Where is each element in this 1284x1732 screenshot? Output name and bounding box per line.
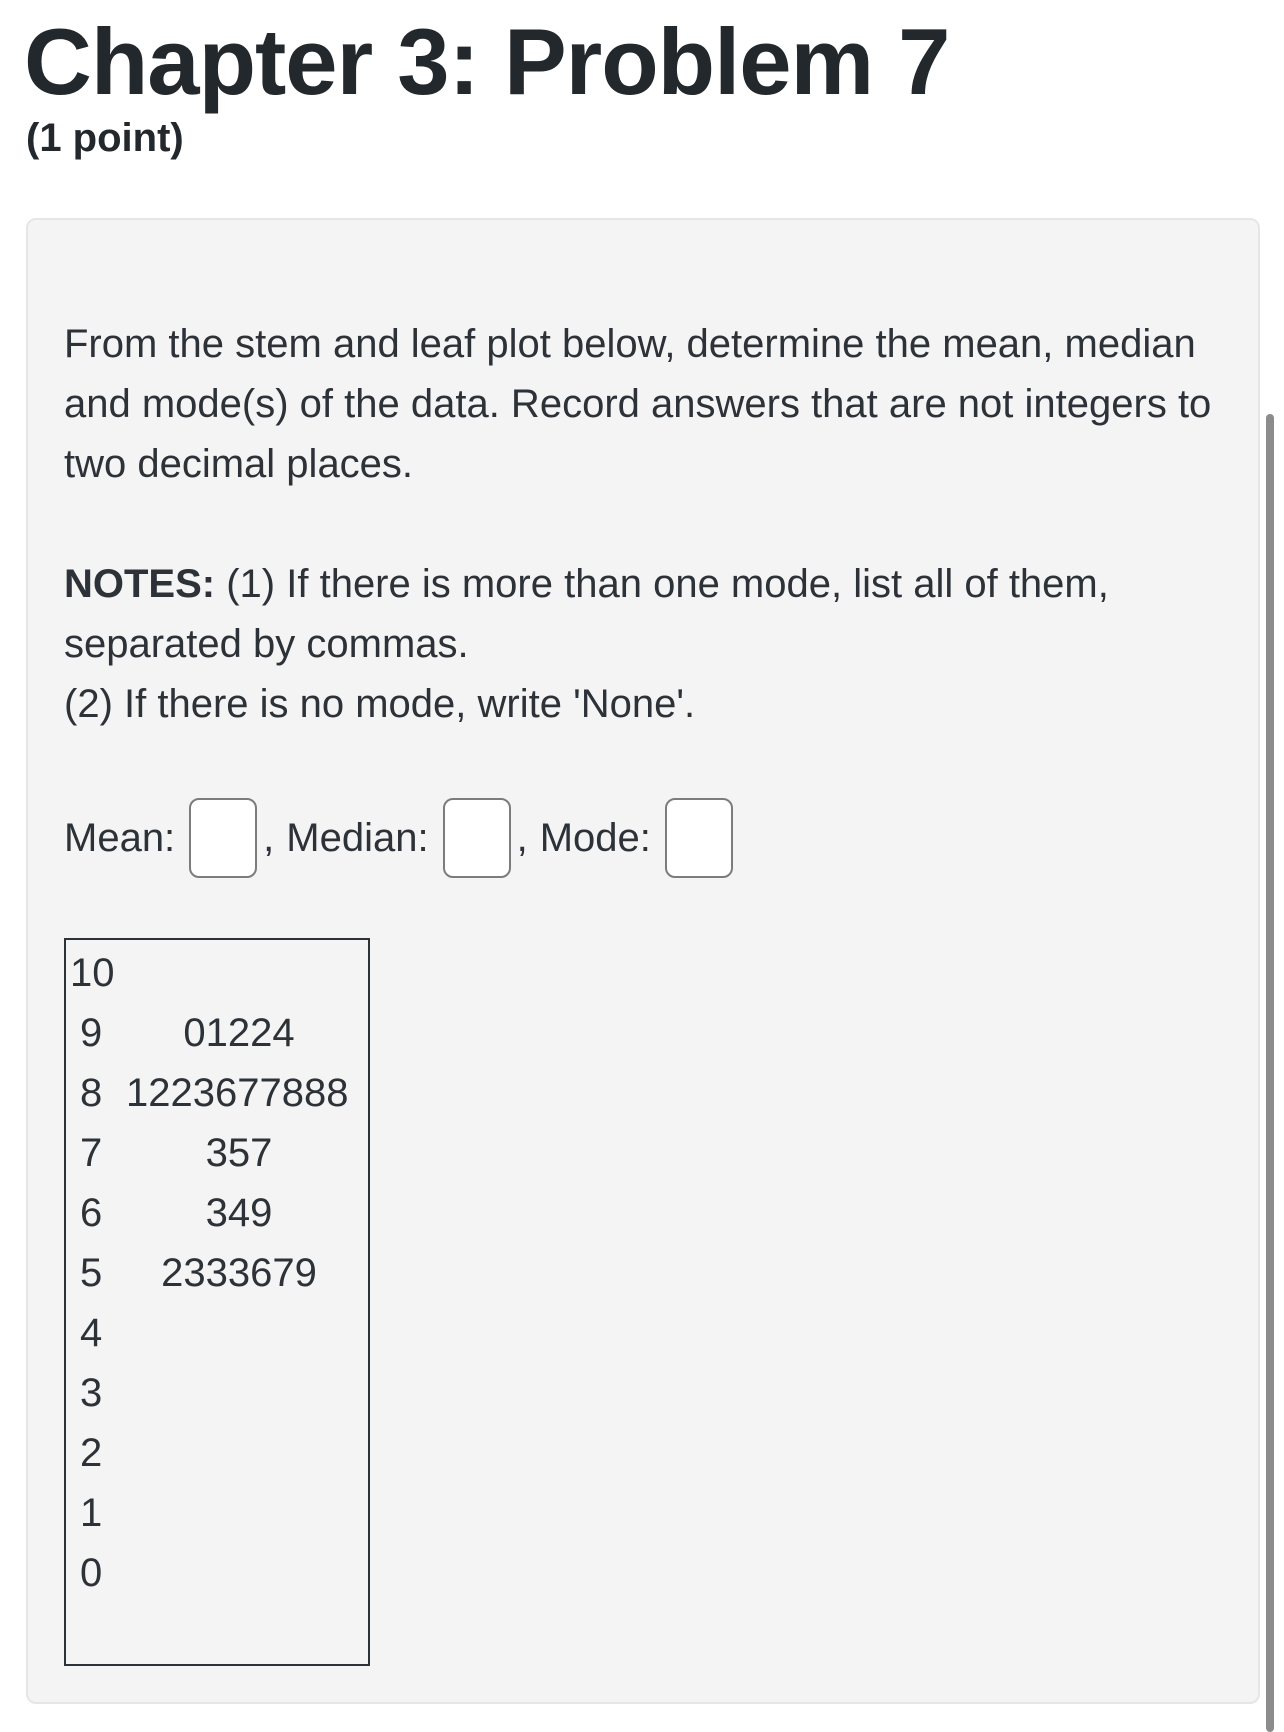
stem-leaf-row <box>66 1120 372 1186</box>
mode-input[interactable] <box>665 798 733 878</box>
leaves: 2333679 <box>161 1251 317 1295</box>
notes-label: NOTES: <box>64 562 216 606</box>
stem-leaf-row <box>66 1540 372 1606</box>
stem: 0 <box>80 1551 103 1595</box>
stem-leaf-row <box>66 1180 372 1246</box>
notes-text <box>64 554 1244 734</box>
stem-leaf-plot <box>64 938 370 1666</box>
stem-leaf-row <box>66 1300 372 1366</box>
mode-label: Mode: <box>539 815 651 860</box>
stem-leaf-row <box>66 1060 372 1126</box>
scrollbar[interactable] <box>1266 414 1274 1732</box>
stem: 10 <box>70 951 115 995</box>
stem: 6 <box>80 1191 103 1235</box>
separator: , <box>516 815 528 860</box>
stem-leaf-row <box>66 1360 372 1426</box>
notes-line-2: (2) If there is no mode, write 'None'. <box>64 682 696 726</box>
stem-leaf-row <box>66 1420 372 1486</box>
stem-leaf-row <box>66 1000 372 1066</box>
median-label: Median: <box>286 815 429 860</box>
page-title: Chapter 3: Problem 7 <box>24 9 950 114</box>
point-value: (1 point) <box>26 116 184 160</box>
stem: 2 <box>80 1431 103 1475</box>
stem-leaf-row <box>66 940 372 1006</box>
leaves: 349 <box>205 1191 273 1235</box>
separator: , <box>263 815 275 860</box>
leaves: 1223677888 <box>126 1071 349 1115</box>
stem: 1 <box>80 1491 103 1535</box>
notes-line-1: (1) If there is more than one mode, list all of them, separated by commas. <box>64 562 1109 666</box>
stem: 8 <box>80 1071 103 1115</box>
mean-label: Mean: <box>64 815 176 860</box>
stem-leaf-row <box>66 1480 372 1546</box>
median-input[interactable] <box>443 798 511 878</box>
stem-leaf-row <box>66 1240 372 1306</box>
answer-row <box>64 798 739 878</box>
stem: 5 <box>80 1251 103 1295</box>
leaves: 357 <box>205 1131 273 1175</box>
stem: 3 <box>80 1371 103 1415</box>
stem: 9 <box>80 1011 103 1055</box>
leaves: 01224 <box>183 1011 295 1055</box>
mean-input[interactable] <box>189 798 257 878</box>
stem: 7 <box>80 1131 103 1175</box>
stem: 4 <box>80 1311 103 1355</box>
question-text: From the stem and leaf plot below, determine the mean, median and mode(s) of the data. Record answers that are not integers to two decimal places. <box>64 322 1212 486</box>
